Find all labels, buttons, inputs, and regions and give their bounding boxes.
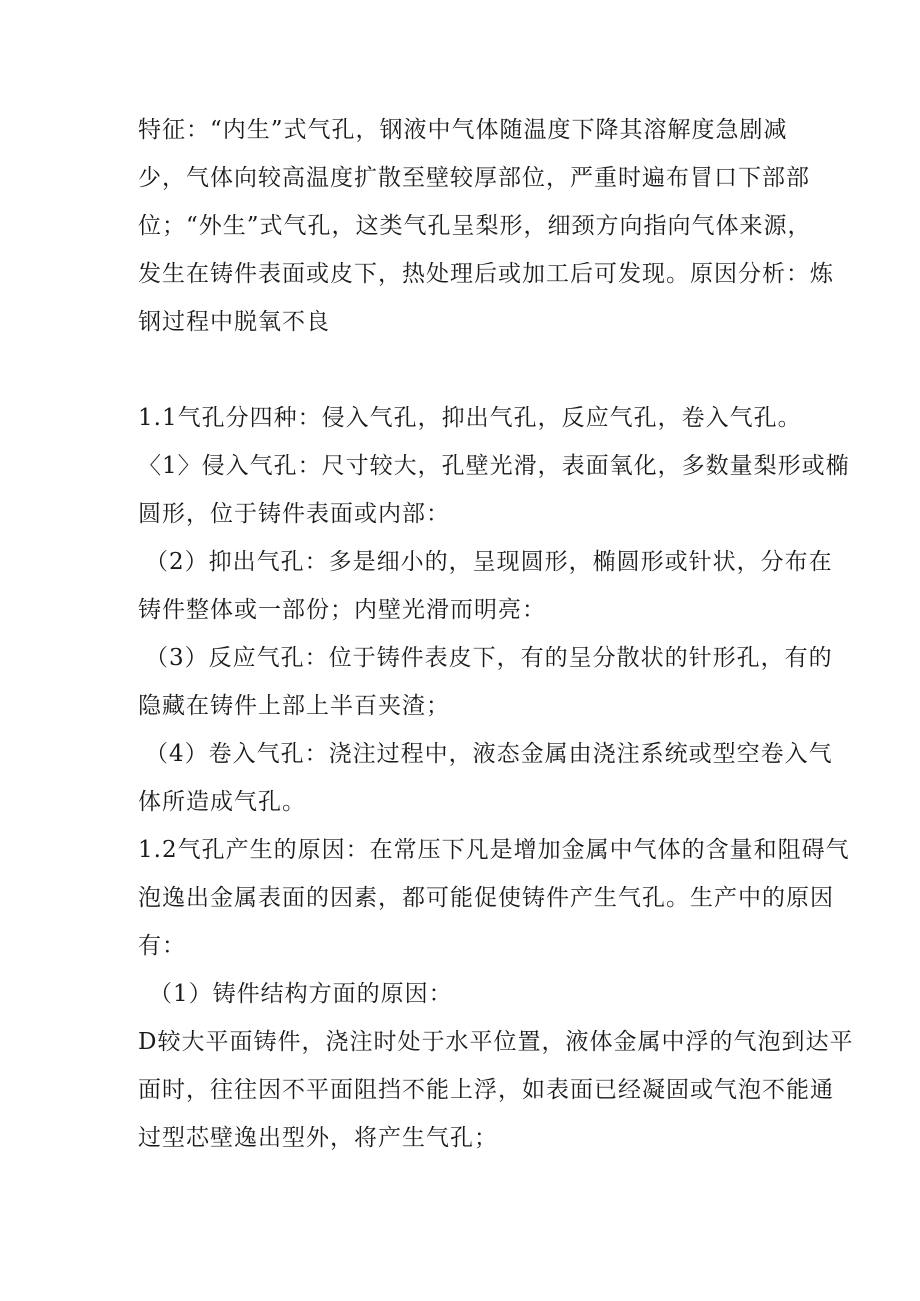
list-item-2-cont: 铸件整体或一部份；内壁光滑而明亮：: [138, 597, 546, 623]
subsection-heading: （1）铸件结构方面的原因：: [149, 981, 453, 1007]
list-item-1: 〈1〉侵入气孔：尺寸较大，孔壁光滑，表面氧化，多数量梨形或椭: [138, 453, 850, 479]
paragraph-line: 钢过程中脱氧不良: [138, 309, 330, 335]
paragraph-line: 少，气体向较高温度扩散至壁较厚部位，严重时遍布冒口下部部: [138, 165, 810, 191]
list-item-3: （3）反应气孔：位于铸件表皮下，有的呈分散状的针形孔，有的: [145, 645, 833, 671]
paragraph-line: 特征：“内生”式气孔，钢液中气体随温度下降其溶解度急剧减: [138, 117, 788, 143]
paragraph-line: 泡逸出金属表面的因素，都可能促使铸件产生气孔。生产中的原因: [138, 885, 834, 911]
section-heading-1-2: 1.2气孔产生的原因：在常压下凡是增加金属中气体的含量和阻碍气: [138, 837, 850, 863]
list-item-1-cont: 圆形，位于铸件表面或内部：: [138, 501, 450, 527]
list-item-2: （2）抑出气孔：多是细小的，呈现圆形，椭圆形或针状，分布在: [145, 549, 833, 575]
paragraph-line: 面时，往往因不平面阻挡不能上浮，如表面已经凝固或气泡不能通: [138, 1077, 834, 1103]
paragraph-line: D较大平面铸件，浇注时处于水平位置，液体金属中浮的气泡到达平: [138, 1029, 854, 1055]
paragraph-line: 有：: [138, 933, 186, 959]
paragraph-line: 发生在铸件表面或皮下，热处理后或加工后可发现。原因分析：炼: [138, 261, 834, 287]
paragraph-line: 过型芯壁逸出型外，将产生气孔；: [138, 1125, 498, 1151]
paragraph-line: 位；“外生”式气孔，这类气孔呈梨形，细颈方向指向气体来源，: [138, 213, 812, 239]
list-item-4: （4）卷入气孔：浇注过程中，液态金属由浇注系统或型空卷入气: [145, 741, 833, 767]
section-heading-1-1: 1.1气孔分四种：侵入气孔，抑出气孔，反应气孔，卷入气孔。: [138, 405, 802, 431]
list-item-3-cont: 隐藏在铸件上部上半百夹渣；: [138, 693, 450, 719]
list-item-4-cont: 体所造成气孔。: [138, 789, 306, 815]
